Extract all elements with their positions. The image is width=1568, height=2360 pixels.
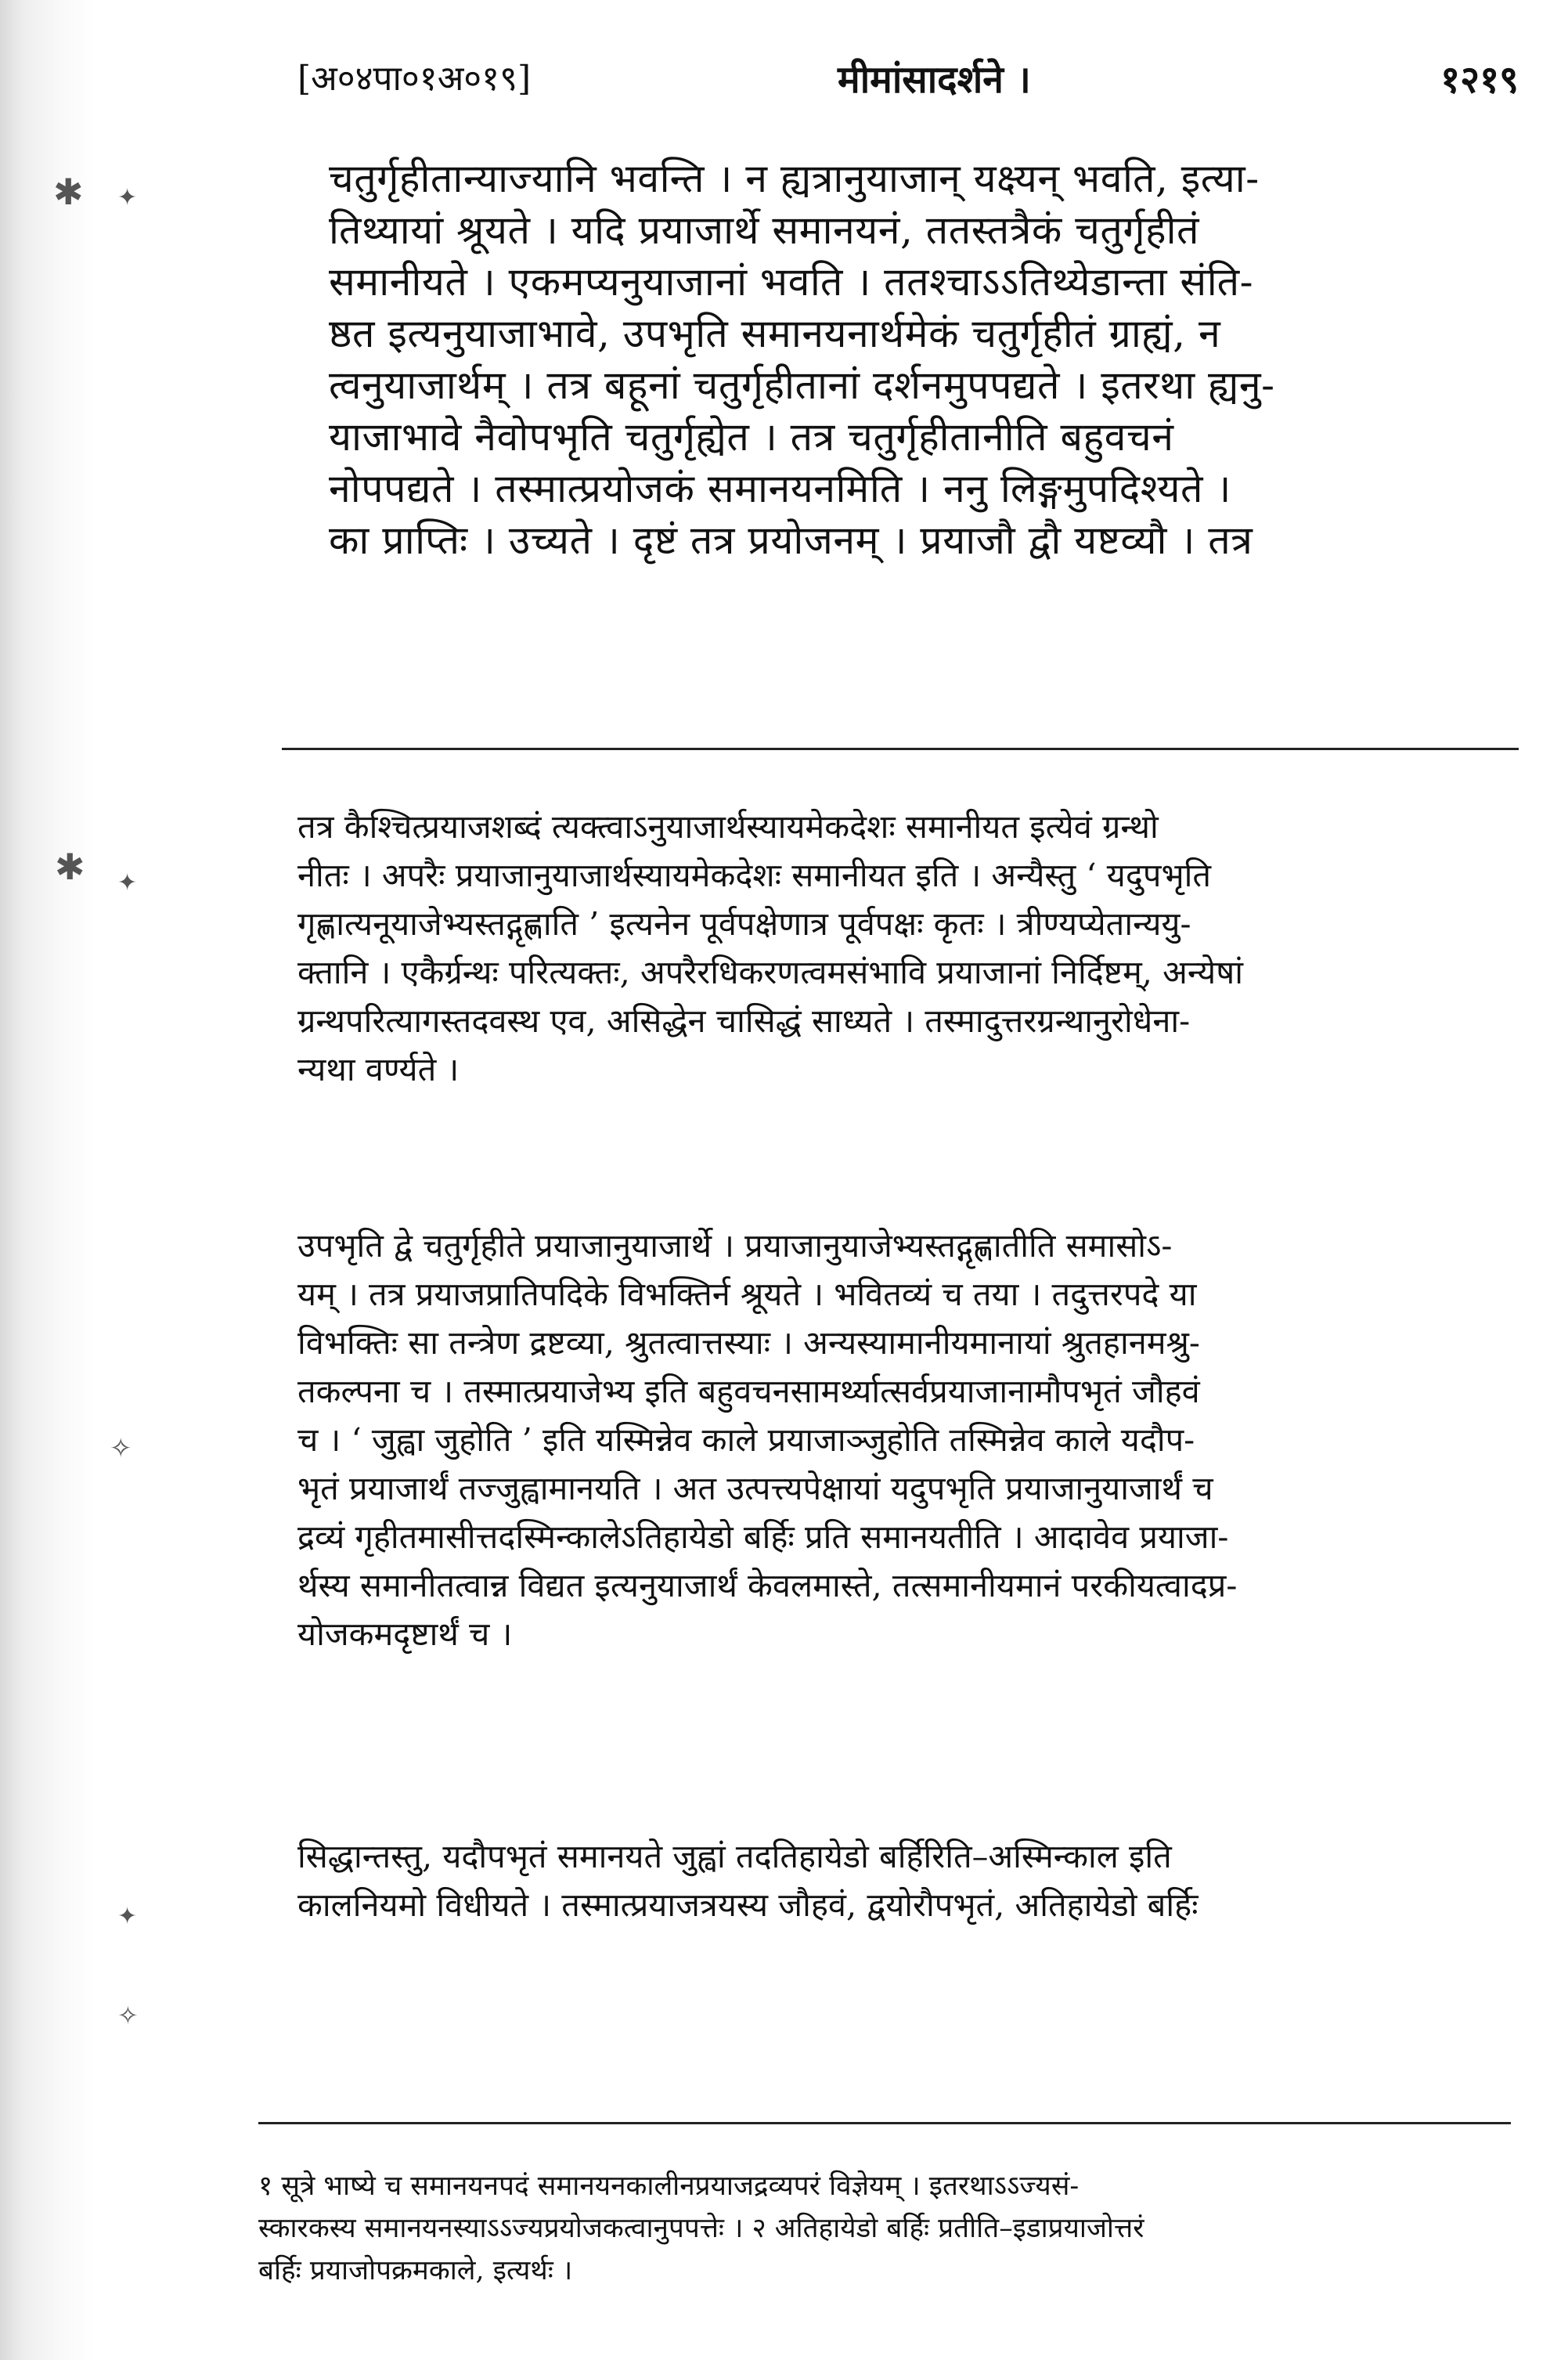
page-number: १२१९ <box>1440 58 1519 102</box>
commentary-line: सिद्धान्तस्तु, यदौपभृतं समानयते जुह्वां तदतिहायेडो बर्हिरिति–अस्मिन्काल इति <box>297 1837 1172 1875</box>
commentary-line: कालनियमो विधीयते । तस्मात्प्रयाजत्रयस्य जौहवं, द्वयोरौपभृतं, अतिहायेडो बर्हिः <box>297 1885 1199 1924</box>
ink-speck: ✦ <box>117 869 138 897</box>
ink-speck: ✧ <box>117 2001 139 2030</box>
running-title: मीमांसादर्शने । <box>838 58 1031 102</box>
commentary-line: र्थस्य समानीतत्वान्न विद्यत इत्यनुयाजार्थं केवलमास्ते, तत्समानीयमानं परकीयत्वादप्र- <box>297 1566 1238 1604</box>
commentary-line: भृतं प्रयाजार्थं तज्जुह्वामानयति । अत उत्पत्त्यपेक्षायां यदुपभृति प्रयाजानुयाजार्थं च <box>297 1469 1213 1507</box>
bhashya-line: तिथ्यायां श्रूयते । यदि प्रयाजार्थे समानयनं, ततस्तत्रैकं चतुर्गृहीतं <box>329 207 1200 253</box>
bhashya-text <box>329 153 1275 566</box>
commentary-line: च । ‘ जुह्वा जुहोति ’ इति यस्मिन्नेव काले प्रयाजाञ्जुहोति तस्मिन्नेव काले यदौप- <box>297 1420 1195 1459</box>
bhashya-line: चतुर्गृहीतान्याज्यानि भवन्ति । न ह्यत्रानुयाजान् यक्ष्यन् भवति, इत्या- <box>329 156 1260 201</box>
commentary-line: यम् । तत्र प्रयाजप्रातिपदिके विभक्तिर्न श्रूयते । भवितव्यं च तया । तदुत्तरपदे या <box>297 1275 1197 1313</box>
commentary-paragraph-1 <box>297 803 1243 1094</box>
ink-speck: ✱ <box>55 846 85 888</box>
ink-speck: ✦ <box>117 184 138 211</box>
section-reference: [अ०४पा०१अ०१९] <box>297 59 532 99</box>
commentary-line: ग्रन्थपरित्यागस्तदवस्थ एव, असिद्धेन चासिद्धं साध्यते । तस्मादुत्तरग्रन्थानुरोधेना- <box>297 1001 1191 1040</box>
commentary-line: तत्र कैश्चित्प्रयाजशब्दं त्यक्त्वाऽनुयाजार्थस्यायमेकदेशः समानीयत इत्येवं ग्रन्थो <box>297 807 1159 846</box>
commentary-line: तकल्पना च । तस्मात्प्रयाजेभ्य इति बहुवचनसामर्थ्यात्सर्वप्रयाजानामौपभृतं जौहवं <box>297 1372 1200 1410</box>
footnote-line: स्कारकस्य समानयनस्याऽऽज्यप्रयोजकत्वानुपपत्तेः । २ अतिहायेडो बर्हिः प्रतीति–इडाप्रयाजोत्तरं <box>258 2213 1144 2244</box>
commentary-paragraph-3 <box>297 1832 1199 1929</box>
ink-speck: ✱ <box>53 171 84 213</box>
bhashya-line: का प्राप्तिः । उच्यते । दृष्टं तत्र प्रयोजनम् । प्रयाजौ द्वौ यष्टव्यौ । तत्र <box>329 518 1253 563</box>
bhashya-line: समानीयते । एकमप्यनुयाजानां भवति । ततश्चाऽऽतिथ्येडान्ता संति- <box>329 259 1254 305</box>
commentary-line: उपभृति द्वे चतुर्गृहीते प्रयाजानुयाजार्थे । प्रयाजानुयाजेभ्यस्तद्गृह्णातीति समासोऽ- <box>297 1226 1173 1265</box>
page-header <box>297 53 1519 116</box>
commentary-line: क्तानि । एकैर्ग्रन्थः परित्यक्तः, अपरैरधिकरणत्वमसंभावि प्रयाजानां निर्दिष्टम्, अन्येषां <box>297 953 1243 991</box>
footnote-line: बर्हिः प्रयाजोपक्रमकाले, इत्यर्थः । <box>258 2255 573 2286</box>
commentary-line: द्रव्यं गृहीतमासीत्तदस्मिन्कालेऽतिहायेडो बर्हिः प्रति समानयतीति । आदावेव प्रयाजा- <box>297 1517 1229 1556</box>
commentary-line: योजकमदृष्टार्थं च । <box>297 1615 513 1653</box>
commentary-separator-rule <box>282 748 1519 750</box>
bhashya-line: ष्ठत इत्यनुयाजाभावे, उपभृति समानयनार्थमेकं चतुर्गृहीतं ग्राह्यं, न <box>329 311 1221 356</box>
page-binding-edge <box>0 0 139 2360</box>
commentary-line: न्यथा वर्ण्यते । <box>297 1050 460 1088</box>
footnotes <box>258 2165 1144 2292</box>
commentary-paragraph-2 <box>297 1221 1237 1658</box>
bhashya-line: याजाभावे नैवोपभृति चतुर्गृह्येत । तत्र चतुर्गृहीतानीति बहुवचनं <box>329 414 1174 460</box>
footnote-line: १ सूत्रे भाष्ये च समानयनपदं समानयनकालीनप्रयाजद्रव्यपरं विज्ञेयम् । इतरथाऽऽज्यसं- <box>258 2171 1080 2202</box>
commentary-line: विभक्तिः सा तन्त्रेण द्रष्टव्या, श्रुतत्वात्तस्याः । अन्यस्यामानीयमानायां श्रुतहानमश्रु- <box>297 1323 1200 1362</box>
footnote-separator-rule <box>258 2122 1511 2124</box>
bhashya-line: त्वनुयाजार्थम् । तत्र बहूनां चतुर्गृहीतानां दर्शनमुपपद्यते । इतरथा ह्यनु- <box>329 363 1275 408</box>
ink-speck: ✦ <box>117 1903 138 1930</box>
commentary-line: नीतः । अपरैः प्रयाजानुयाजार्थस्यायमेकदेशः समानीयत इति । अन्यैस्तु ‘ यदुपभृति <box>297 856 1212 894</box>
bhashya-line: नोपपद्यते । तस्मात्प्रयोजकं समानयनमिति । ननु लिङ्गमुपदिश्यते । <box>329 466 1231 511</box>
commentary-line: गृह्णात्यनूयाजेभ्यस्तद्गृह्णाति ’ इत्यनेन पूर्वपक्षेणात्र पूर्वपक्षः कृतः । त्रीण्यप्येतान्ययु- <box>297 904 1191 943</box>
ink-speck: ✧ <box>110 1433 132 1464</box>
